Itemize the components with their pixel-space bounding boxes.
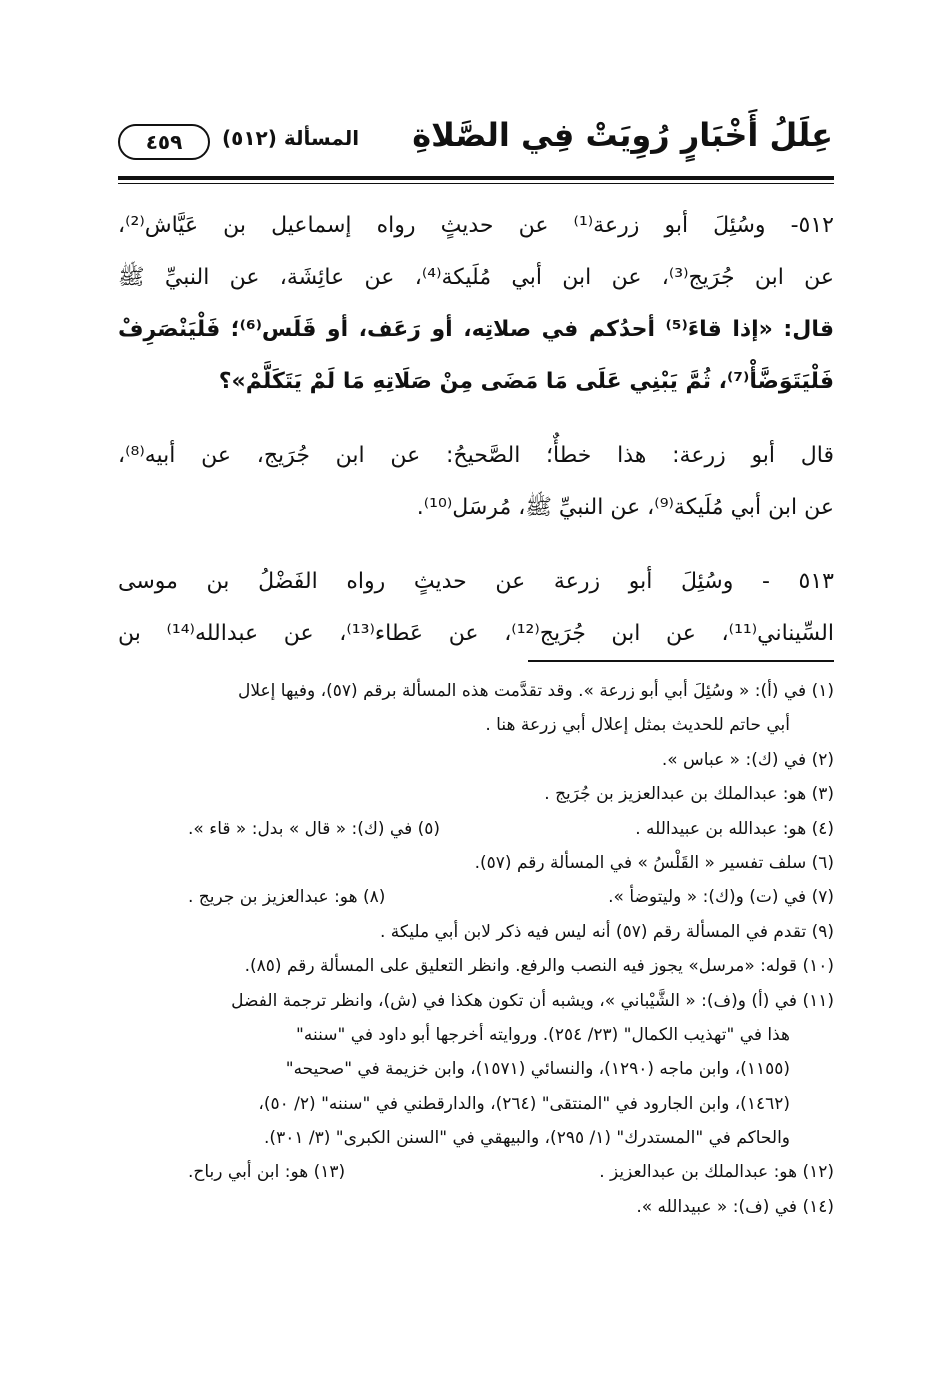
footnote-separator — [528, 660, 834, 662]
footnote-text: أبي حاتم للحديث بمثل إعلال أبي زرعة هنا . — [485, 715, 790, 736]
footnote-continuation — [118, 1052, 834, 1086]
footnote-text: (١٢) هو: عبدالملك بن عبدالعزيز . — [599, 1162, 834, 1183]
footnote-text: (١٣) هو: ابن أبي رباح. — [188, 1162, 346, 1183]
footnote — [118, 777, 834, 811]
running-header — [118, 112, 833, 172]
text-line: السِّيناني⁽¹¹⁾، عن ابن جُرَيج⁽¹²⁾، عن عَطاء⁽¹³⁾، عن عبدالله⁽¹⁴⁾ بن — [118, 621, 834, 646]
footnote-text: (١٤٦٢)، وابن الجارود في "المنتقى" (٢٦٤)، والدارقطني في "سننه" (٢/ ٥٠)، — [258, 1093, 790, 1114]
text-line: عن ابن أبي مُلَيكة⁽⁹⁾، عن النبيِّ ﷺ، مُرسَل⁽¹⁰⁾. — [416, 495, 834, 520]
entry-513 — [118, 556, 834, 660]
footnote-text: (٧) في (ت) و(ك): « وليتوضأ ». — [608, 887, 834, 908]
footnote — [118, 880, 834, 914]
footnote — [118, 812, 834, 846]
main-text — [118, 200, 834, 660]
footnote — [118, 949, 834, 983]
text-line: عن ابن جُرَيج⁽³⁾، عن ابن أبي مُلَيكة⁽⁴⁾، عن عائِشَة، عن النبيِّ ﷺ — [118, 265, 834, 290]
footnote — [118, 1190, 834, 1224]
page-number: ٤٥٩ — [118, 124, 210, 160]
footnote-continuation — [118, 1087, 834, 1121]
text-line: ٥١٢- وسُئِلَ أبو زرعة⁽¹⁾ عن حديثٍ رواه إسماعيل بن عَيَّاش⁽²⁾، — [118, 213, 834, 238]
footnote-text: (١١) في (أ) و(ف): « الشَّيْباني »، ويشبه أن تكون هكذا في (ش)، وانظر ترجمة الفضل — [231, 990, 834, 1011]
footnote-text: (٣) هو: عبدالملك بن عبدالعزيز بن جُرَيج . — [544, 784, 834, 805]
entry-512 — [118, 200, 834, 408]
header-rule-thin — [118, 183, 834, 184]
book-title: عِلَلُ أَخْبَارٍ رُوِيَتْ فِي الصَّلاةِ — [412, 116, 833, 154]
footnote — [118, 743, 834, 777]
text-line: ٥١٣ - وسُئِلَ أبو زرعة عن حديثٍ رواه الفَضْلُ بن موسى — [118, 569, 834, 594]
text-line: فَلْيَتَوَضَّأْ⁽⁷⁾، ثُمَّ يَبْنِي عَلَى مَا مَضَى مِنْ صَلَاتِهِ مَا لَمْ يَتَكَلَّمْ»؟ — [218, 369, 834, 394]
header-rule-thick — [118, 176, 834, 180]
footnote-text: (١٤) في (ف): « عبيدالله ». — [636, 1196, 834, 1217]
footnote-text: (١٠) قوله: «مرسل» يجوز فيه النصب والرفع. وانظر التعليق على المسألة رقم (٨٥). — [244, 956, 834, 977]
text-line: قال أبو زرعة: هذا خطأٌ؛ الصَّحيحُ: عن ابن جُرَيج، عن أبيه⁽⁸⁾، — [118, 443, 834, 468]
entry-512-answer — [118, 430, 834, 534]
text-line: قال: «إذا قاءَ⁽⁵⁾ أحدُكم في صلاتِه، أو رَعَف، أو قَلَس⁽⁶⁾؛ فَلْيَنْصَرِفْ — [118, 317, 834, 342]
footnote-text: (٦) سلف تفسير « القَلْسُ » في المسألة رقم (٥٧). — [474, 852, 834, 873]
footnote-text: (١) في (أ): « وسُئِلَ أبي أبو زرعة ». وقد تقدَّمت هذه المسألة برقم (٥٧)، وفيها إعلال — [238, 681, 834, 701]
footnote-continuation — [118, 708, 834, 742]
footnote-text: هذا في "تهذيب الكمال" (٢٣/ ٢٥٤). وروايته أخرجها أبو داود في "سننه" — [296, 1024, 790, 1045]
footnote — [118, 846, 834, 880]
footnote-continuation — [118, 1018, 834, 1052]
footnotes — [118, 674, 834, 1224]
footnote-continuation — [118, 1121, 834, 1155]
footnote-text: (٨) هو: عبدالعزيز بن جريج . — [188, 887, 386, 908]
footnote-text: (٥) في (ك): « قال » بدل: « قاء ». — [188, 818, 441, 839]
footnote-text: (٤) هو: عبدالله بن عبيدالله . — [635, 818, 834, 839]
footnote-text: والحاكم في "المستدرك" (١/ ٢٩٥)، والبيهقي في "السنن الكبرى" (٣/ ٣٠١). — [264, 1128, 790, 1149]
footnote — [118, 674, 834, 708]
footnote-text: (٩) تقدم في المسألة رقم (٥٧) أنه ليس فيه ذكر لابن أبي مليكة . — [379, 921, 834, 942]
footnote-text: (١١٥٥)، وابن ماجه (١٢٩٠)، والنسائي (١٥٧١)، وابن خزيمة في "صحيحه" — [285, 1059, 790, 1080]
footnote — [118, 1155, 834, 1189]
footnote — [118, 984, 834, 1018]
footnote-text: (٢) في (ك): « عباس ». — [661, 749, 834, 770]
footnote — [118, 915, 834, 949]
issue-label: المسألة (٥١٢) — [222, 126, 360, 150]
